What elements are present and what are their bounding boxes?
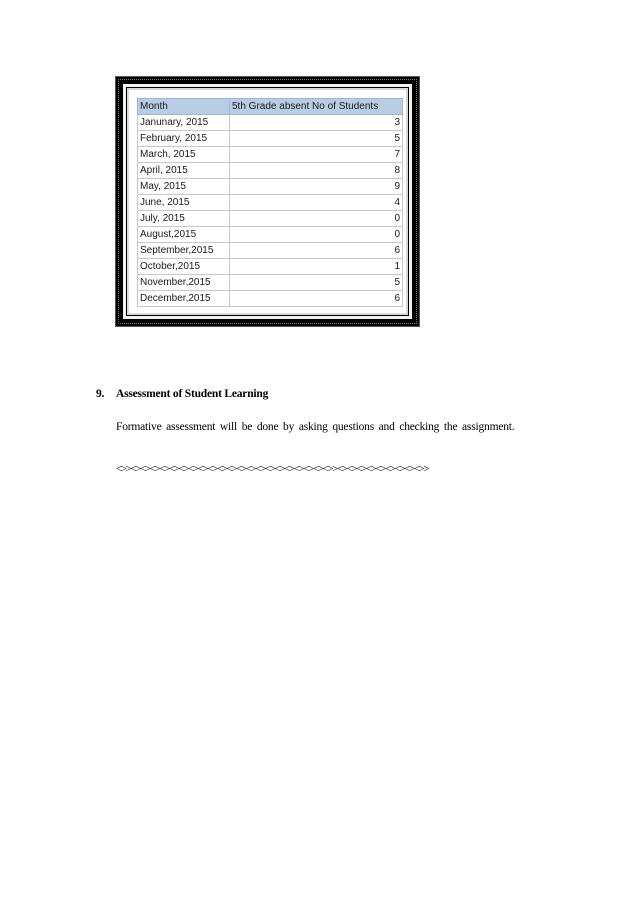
absent-count-cell: 4 (230, 195, 403, 211)
absent-count-cell: 6 (230, 243, 403, 259)
table-body (138, 115, 403, 307)
month-cell: December,2015 (138, 291, 230, 307)
absent-count-cell: 0 (230, 211, 403, 227)
section-number: 9. (96, 388, 105, 400)
header-absent-count: 5th Grade absent No of Students (230, 99, 403, 115)
header-month: Month (138, 99, 230, 115)
table-row (138, 259, 403, 275)
month-cell: July, 2015 (138, 211, 230, 227)
table-row (138, 211, 403, 227)
table-header-row (138, 99, 403, 115)
absent-count-cell: 9 (230, 179, 403, 195)
absent-count-cell: 5 (230, 275, 403, 291)
absent-count-cell: 6 (230, 291, 403, 307)
absent-count-cell: 5 (230, 131, 403, 147)
table-row (138, 195, 403, 211)
month-cell: November,2015 (138, 275, 230, 291)
table-row (138, 227, 403, 243)
month-cell: October,2015 (138, 259, 230, 275)
month-cell: February, 2015 (138, 131, 230, 147)
month-cell: September,2015 (138, 243, 230, 259)
absent-count-cell: 3 (230, 115, 403, 131)
table-row (138, 275, 403, 291)
table-row (138, 243, 403, 259)
section-heading (96, 388, 268, 400)
table-row (138, 291, 403, 307)
decorative-separator: <>><><><><><><><><><><><><><><><><><><><><><>><><><><><><><><><>> (116, 463, 429, 475)
table-image (127, 88, 408, 315)
absence-table (137, 98, 403, 307)
month-cell: March, 2015 (138, 147, 230, 163)
table-row (138, 115, 403, 131)
table-row (138, 179, 403, 195)
month-cell: June, 2015 (138, 195, 230, 211)
month-cell: Janunary, 2015 (138, 115, 230, 131)
month-cell: May, 2015 (138, 179, 230, 195)
absent-count-cell: 0 (230, 227, 403, 243)
table-image-frame (115, 76, 420, 327)
absent-count-cell: 1 (230, 259, 403, 275)
absent-count-cell: 8 (230, 163, 403, 179)
table-row (138, 131, 403, 147)
month-cell: April, 2015 (138, 163, 230, 179)
section-title: Assessment of Student Learning (116, 388, 269, 400)
month-cell: August,2015 (138, 227, 230, 243)
section-body-text: Formative assessment will be done by asking questions and checking the assignment. (116, 421, 515, 433)
table-row (138, 163, 403, 179)
absent-count-cell: 7 (230, 147, 403, 163)
table-row (138, 147, 403, 163)
